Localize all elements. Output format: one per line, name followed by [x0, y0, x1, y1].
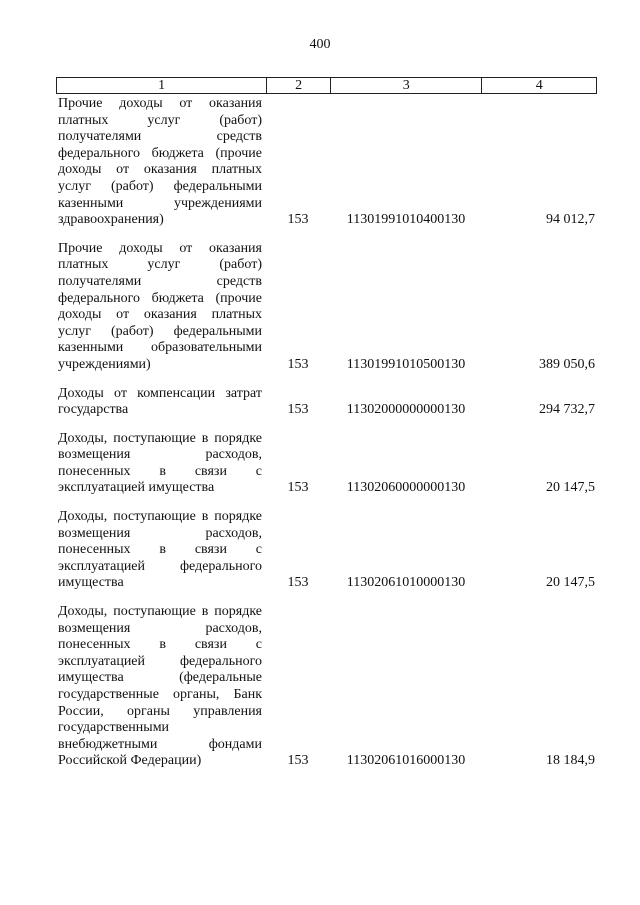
budget-classification-code: 11301991010400130 — [346, 212, 466, 228]
header-col-3: 3 — [330, 78, 481, 93]
table-body — [56, 94, 597, 770]
amount: 94 012,7 — [546, 212, 595, 228]
amount: 20 147,5 — [546, 480, 595, 496]
amount: 20 147,5 — [546, 575, 595, 591]
income-description: Доходы, поступающие в порядке возмещения расходов, понесенных в связи с эксплуатацией имущества — [58, 430, 262, 496]
amount: 18 184,9 — [546, 753, 595, 769]
income-description: Доходы от компенсации затрат государства — [58, 385, 262, 418]
budget-table — [56, 77, 597, 770]
amount: 294 732,7 — [539, 402, 595, 418]
budget-classification-code: 11302061010000130 — [346, 575, 466, 591]
budget-classification-code: 11302060000000130 — [346, 480, 466, 496]
table-header-row — [56, 77, 597, 94]
income-description: Доходы, поступающие в порядке возмещения расходов, понесенных в связи с эксплуатацией федерального имущества — [58, 509, 262, 591]
admin-code: 153 — [287, 402, 309, 418]
income-description: Доходы, поступающие в порядке возмещения расходов, понесенных в связи с эксплуатацией федерального имущества (федеральные государственные органы, Банк России, органы управления государственными внебюджетными фондами Российской Федерации) — [58, 604, 262, 769]
budget-classification-code: 11302061016000130 — [346, 753, 466, 769]
budget-classification-code: 11302000000000130 — [346, 402, 466, 418]
budget-classification-code: 11301991010500130 — [346, 356, 466, 372]
header-col-4: 4 — [481, 78, 596, 93]
header-col-1: 1 — [158, 78, 166, 93]
amount: 389 050,6 — [539, 356, 595, 372]
table-row — [56, 431, 597, 497]
admin-code: 153 — [287, 356, 309, 372]
income-description: Прочие доходы от оказания платных услуг (работ) получателями средств федерального бюджета (прочие доходы от оказания платных услуг (работ) федеральными казенными учреждениями здравоохранения) — [58, 96, 262, 228]
page-number: 400 — [309, 37, 331, 52]
table-row — [56, 509, 597, 592]
admin-code: 153 — [287, 575, 309, 591]
admin-code: 153 — [287, 212, 309, 228]
admin-code: 153 — [287, 753, 309, 769]
table-row — [56, 604, 597, 770]
header-col-2: 2 — [266, 78, 330, 93]
income-description: Прочие доходы от оказания платных услуг (работ) получателями средств федерального бюджета (прочие доходы от оказания платных услуг (работ) федеральными казенными образовательными учреждениями) — [58, 240, 262, 372]
table-row — [56, 96, 597, 229]
table-row — [56, 241, 597, 374]
table-row — [56, 386, 597, 419]
admin-code: 153 — [287, 480, 309, 496]
